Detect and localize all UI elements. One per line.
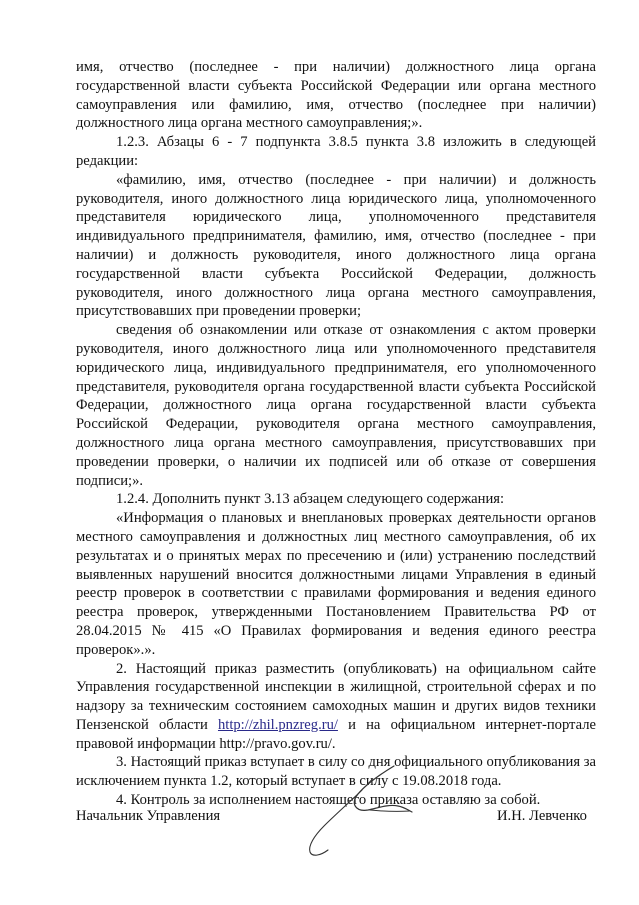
document-paragraph: имя, отчество (последнее - при наличии) должностного лица органа государственной власти субъекта Российской Федерации или органа местного самоуправления или фамилию, имя, отчество (последнее при наличии) должностного лица органа местного самоуправления;». — [76, 59, 596, 132]
publication-text-after: и на официальном интернет-портале правовой информации http://pravo.gov.ru/. — [76, 716, 596, 752]
document-paragraph: 1.2.4. Дополнить пункт 3.13 абзацем следующего содержания: — [116, 491, 505, 508]
document-paragraph: сведения об ознакомлении или отказе от ознакомления с актом проверки руководителя, иного должностного лица или уполномоченного представителя юридического лица, индивидуального предпринимателя, его уполномоченного представителя, руководителя органа государственной власти субъекта Российской Федерации, должностного лица органа государственной власти субъекта Российской Федерации, руководителя органа местного самоуправления, должностного лица органа местного самоуправления, присутствовавших при проведении проверки, о наличии их подписей или об отказе от совершения подписи;». — [76, 322, 596, 489]
signature-image — [298, 760, 416, 860]
document-paragraph: 1.2.3. Абзацы 6 - 7 подпункта 3.8.5 пункта 3.8 изложить в следующей редакции: — [76, 134, 596, 169]
paragraph-control: 4. Контроль за исполнением настоящего приказа оставляю за собой. — [116, 792, 541, 809]
paragraph-effective-date: 3. Настоящий приказ вступает в силу со дня официального опубликования за исключением пункта 1.2, который вступает в силу с 19.08.2018 года. — [76, 754, 596, 790]
handwritten-signature-icon — [298, 760, 416, 860]
website-link[interactable]: http://zhil.pnzreg.ru/ — [217, 716, 338, 733]
publication-text-before: 2. Настоящий приказ разместить (опубликовать) на официальном сайте Управления государственной инспекции в жилищной, строительной сферах и по надзору за техническим состоянием самоходных машин и других видов техники Пензенской области — [76, 660, 596, 733]
signatory-name: И.Н. Левченко — [497, 808, 587, 824]
signatory-title: Начальник Управления — [76, 808, 221, 824]
paragraph-publication — [76, 660, 596, 754]
document-body — [76, 58, 596, 810]
document-paragraph: «Информация о плановых и внеплановых проверках деятельности органов местного самоуправления и должностных лиц местного самоуправления, об их результатах и о принятых мерах по пресечению и (или) устранению последствий выявленных нарушений вносится должностными лицами Управления в единый реестр проверок в соответствии с правилами формирования и ведения единого реестра проверок, утвержденными Постановлением Правительства РФ от 28.04.2015 № 415 «О Правилах формирования и ведения единого реестра проверок».». — [76, 510, 596, 658]
document-paragraph: «фамилию, имя, отчество (последнее - при наличии) и должность руководителя, иного должностного лица юридического лица, уполномоченного представителя юридического лица, уполномоченного представителя индивидуального предпринимателя, фамилию, имя, отчество (последнее - при наличии) и должность руководителя, иного должностного лица органа государственной власти субъекта Российской Федерации, должность руководителя, иного должностного лица органа местного самоуправления, присутствовавших при проведении проверки; — [76, 171, 596, 320]
